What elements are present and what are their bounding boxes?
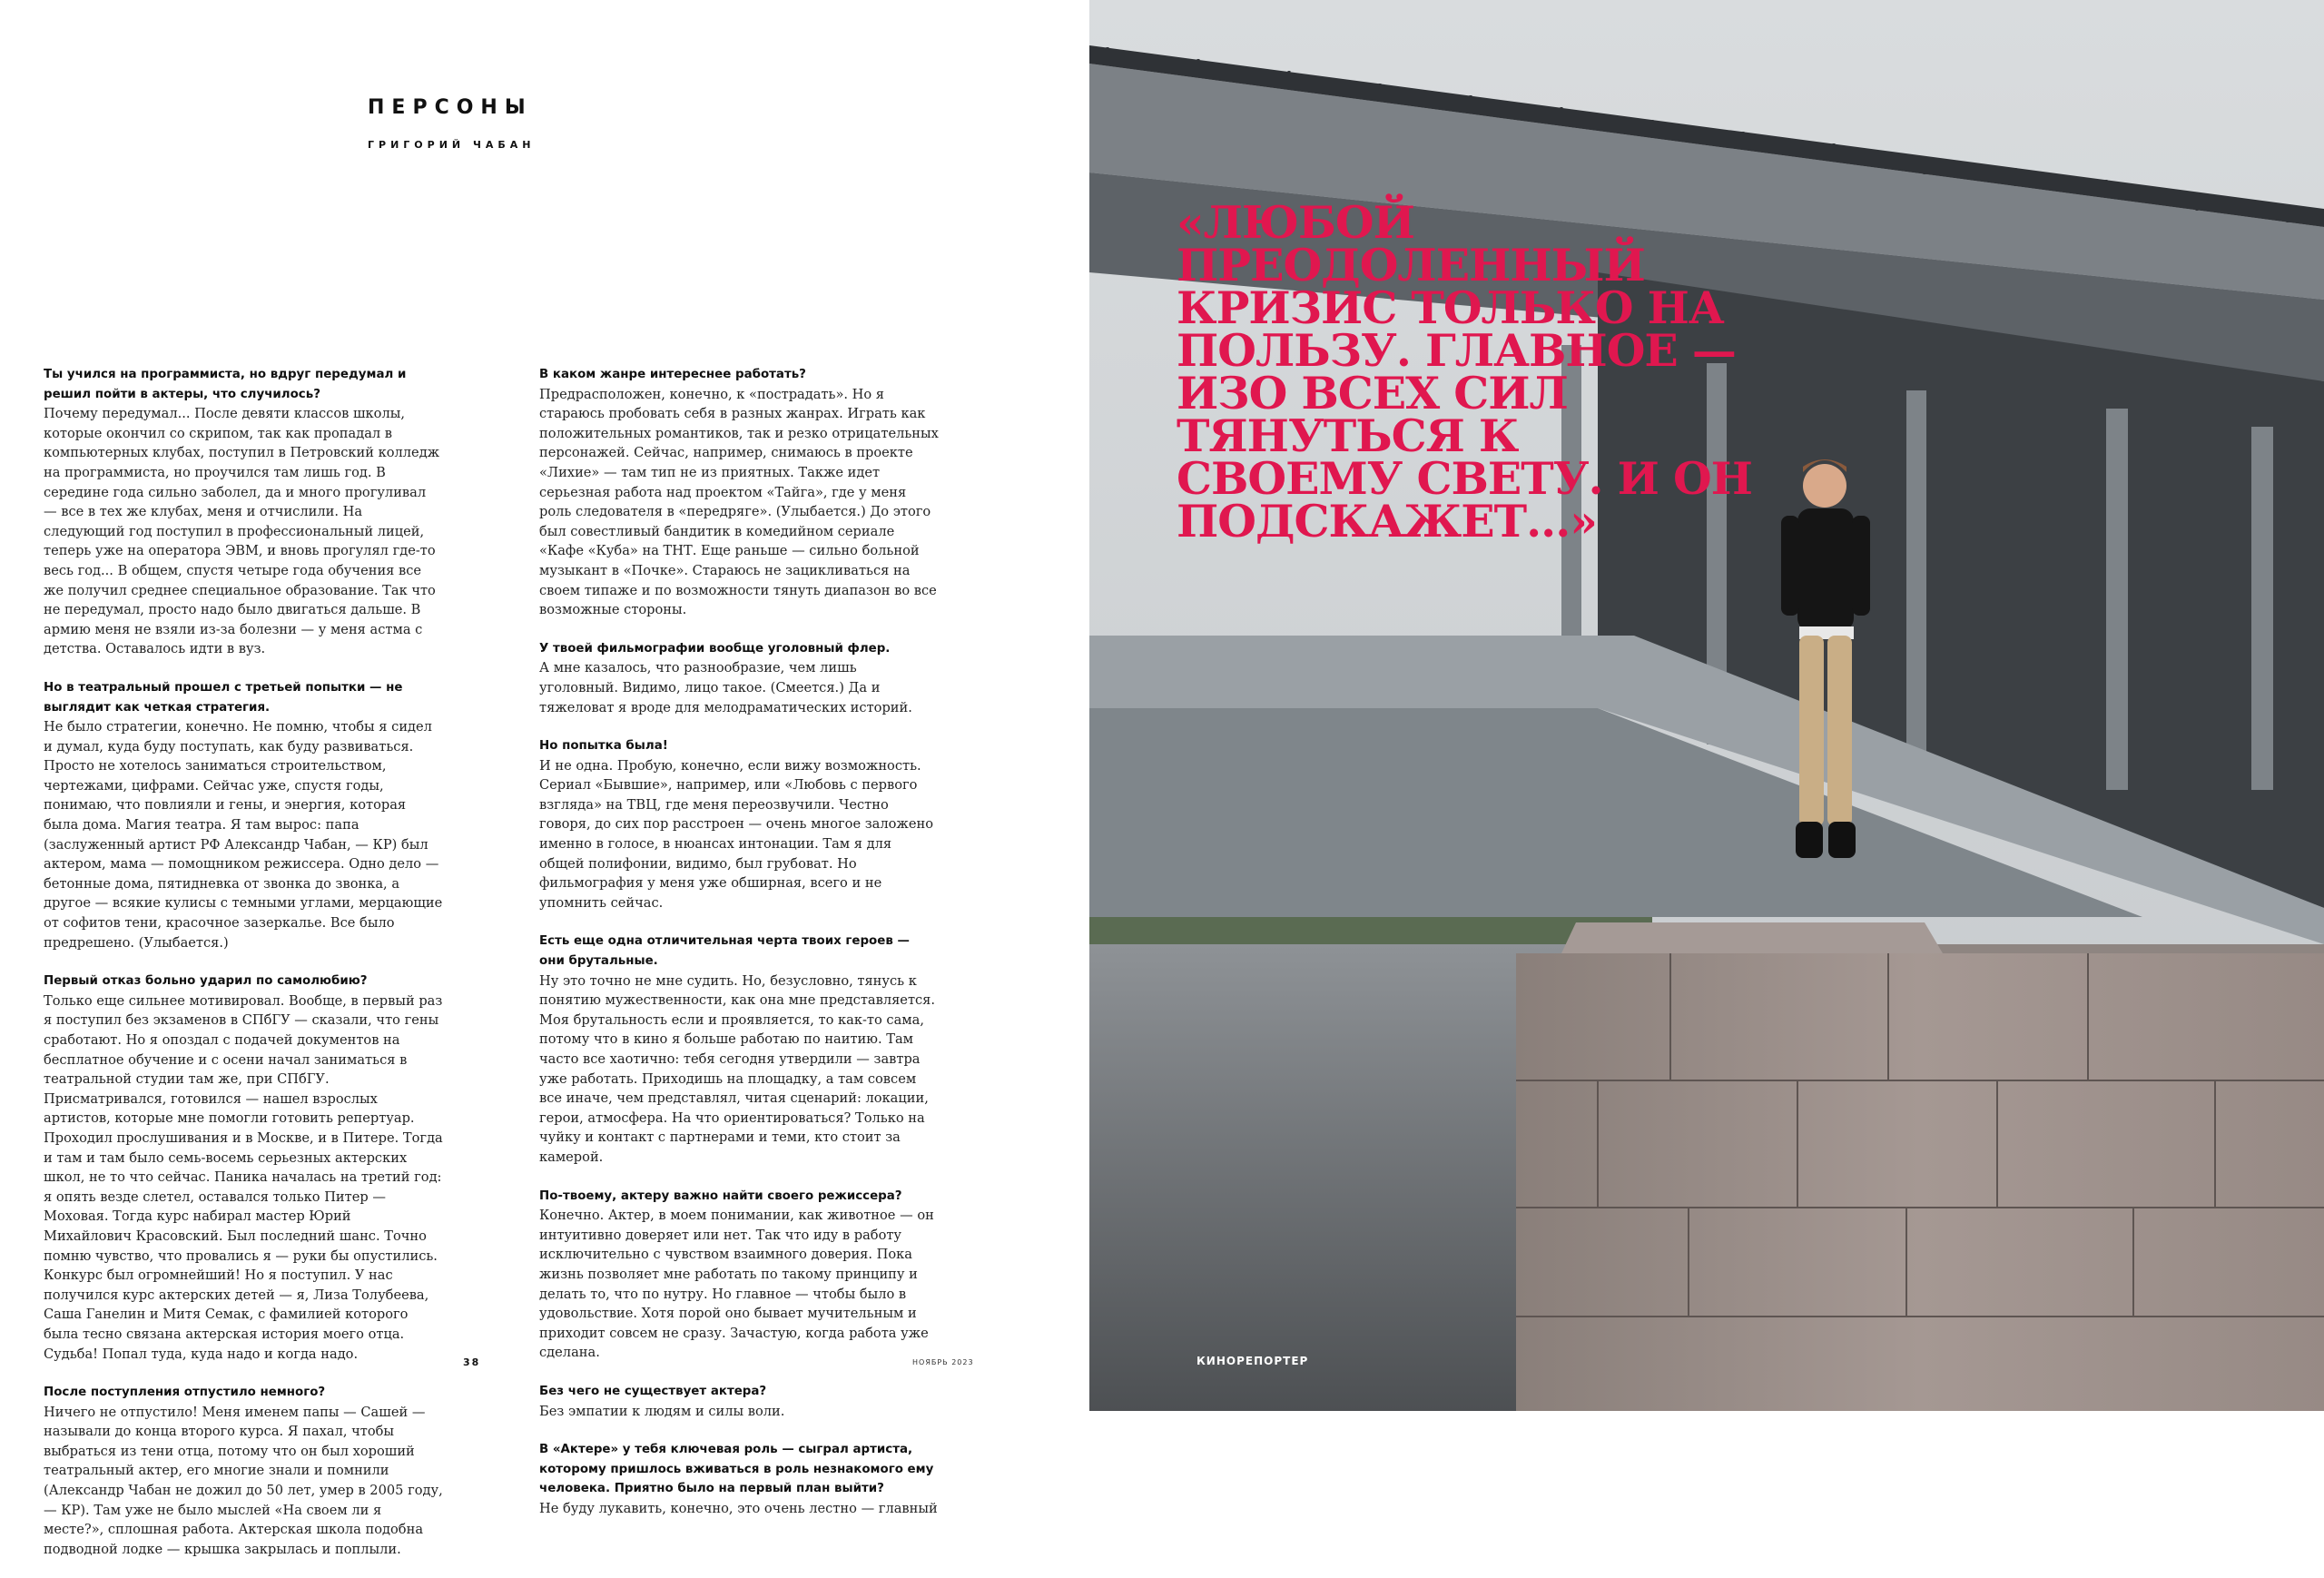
section-title: ПЕРСОНЫ — [368, 96, 533, 119]
question: Но попытка была! — [539, 739, 668, 754]
question: По-твоему, актеру важно найти своего режиссера? — [539, 1188, 902, 1203]
question: В каком жанре интереснее работать? — [539, 368, 806, 381]
answer: Предрасположен, конечно, к «пострадать». Но я стараюсь пробовать себя в разных жанрах. Играть как положительных романтиков, так и резко отрицательных персонажей. Сейчас, например, снимаюсь в проекте «Лихие» — там тип не из приятных. Также идет серьезная работа над проектом «Тайга», где у меня роль следователя в «передряге». (Улыбается.) До этого был совестливый бандитик в комедийном сериале «Кафе «Куба» на ТНТ. Еще раньше — сильно больной музыкант в «Почке». Стараюсь не зацикливаться на своем типаже и по возможности тянуть диапазон во все возможные стороны. — [539, 386, 939, 618]
article-page — [0, 0, 1089, 1557]
answer: Конечно. Актер, в моем понимании, как животное — он интуитивно доверяет или нет. Так что иду в работу исключительно с чувством взаимного доверия. Пока жизнь позволяет мне работать по такому принципу и делать то, что по нутру. Но главное — чтобы было в удовольствие. Хотя порой оно бывает мучительным и приходит совсем не сразу. Зачастую, когда работа уже сделана. — [539, 1208, 934, 1361]
person-name: ГРИГОРИЙ ЧАБАН — [368, 139, 536, 151]
question: Без чего не существует актера? — [539, 1384, 767, 1398]
text-column-1 — [44, 365, 443, 1578]
answer: А мне казалось, что разнообразие, чем лишь уголовный. Видимо, лицо такое. (Смеется.) Да и тяжеловат я вроде для мелодраматических историй. — [539, 660, 912, 715]
qa-block — [539, 1440, 939, 1518]
qa-block — [44, 678, 443, 952]
page-number: 38 — [463, 1356, 481, 1368]
qa-block — [539, 365, 939, 620]
answer: Без эмпатии к людям и силы воли. — [539, 1403, 785, 1419]
qa-block — [539, 1187, 939, 1363]
question: Есть еще одна отличительная черта твоих героев — они брутальные. — [539, 934, 910, 969]
qa-block — [539, 1382, 939, 1421]
answer: Не было стратегии, конечно. Не помню, чтобы я сидел и думал, куда буду поступать, как буду развиваться. Просто не хотелось заниматься строительством, чертежами, цифрами. Сейчас уже, спустя годы, понимаю, что повлияли и гены, и энергия, которая была дома. Магия театра. Я там вырос: папа (заслуженный артист РФ Александр Чабан, — КР) был актером, мама — помощником режиссера. Одно дело — бетонные дома, пятидневка от звонка до звонка, а другое — всякие кулисы с темными углами, мерцающие от софитов тени, красочное зазеркалье. Все было предрешено. (Улыбается.) — [44, 719, 443, 951]
question: В «Актере» у тебя ключевая роль — сыграл артиста, которому пришлось вживаться в роль незнакомого ему человека. Приятно было на первый план выйти? — [539, 1443, 934, 1496]
cover-photo — [1089, 0, 2324, 1411]
question: Первый отказ больно ударил по самолюбию? — [44, 974, 368, 989]
qa-block — [44, 365, 443, 659]
qa-block — [44, 971, 443, 1364]
answer: Почему передумал... После девяти классов школы, которые окончил со скрипом, так как пропадал в компьютерных клубах, поступил в Петровский колледж на программиста, но проучился там лишь год. В середине года сильно заболел, да и много прогуливал — все в тех же клубах, меня и отчислили. На следующий год поступил в профессиональный лицей, теперь уже на оператора ЭВМ, и вновь прогулял где-то весь год... В общем, спустя четыре года обучения все же получил среднее специальное образование. Так что не передумал, просто надо было двигаться дальше. В армию меня не взяли из-за болезни — у меня астма с детства. Оставалось идти в вуз. — [44, 406, 440, 657]
qa-block — [44, 1383, 443, 1559]
pull-quote: «ЛЮБОЙ ПРЕОДОЛЕННЫЙ КРИЗИС ТОЛЬКО НА ПОЛЬЗУ. ГЛАВНОЕ — ИЗО ВСЕХ СИЛ ТЯНУТЬСЯ К СВОЕМУ СВЕТУ. И ОН ПОДСКАЖЕТ...» — [1177, 196, 1752, 547]
question: Но в театральный прошел с третьей попытки — не выглядит как четкая стратегия. — [44, 680, 403, 715]
answer: Ну это точно не мне судить. Но, безусловно, тянусь к понятию мужественности, как она мне представляется. Моя брутальность если и проявляется, то как-то сама, потому что в кино я больше работаю по наитию. Там часто все хаотично: тебя сегодня утвердили — завтра уже работать. Приходишь на площадку, а там совсем все иначе, чем представлял, читая сценарий: локации, герои, атмосфера. На что ориентироваться? Только на чуйку и контакт с партнерами и теми, кто стоит за камерой. — [539, 972, 936, 1165]
answer: И не одна. Пробую, конечно, если вижу возможность. Сериал «Бывшие», например, или «Любовь с первого взгляда» на ТВЦ, где меня переозвучили. Честно говоря, до сих пор расстроен — очень многое заложено именно в голосе, в нюансах интонации. Там я для общей полифонии, видимо, был грубоват. Но фильмография у меня уже обширная, всего и не упомнить сейчас. — [539, 757, 934, 911]
question: Ты учился на программиста, но вдруг передумал и решил пойти в актеры, что случилось? — [44, 368, 407, 401]
qa-block — [539, 736, 939, 912]
qa-block — [539, 639, 939, 717]
question: У твоей фильмографии вообще уголовный флер. — [539, 641, 891, 656]
qa-block — [539, 932, 939, 1167]
magazine-logo: КИНОРЕПОРТЕР — [1196, 1355, 1309, 1367]
answer: Не буду лукавить, конечно, это очень лестно — главный — [539, 1500, 938, 1516]
text-column-2 — [539, 365, 939, 1537]
issue-date: НОЯБРЬ 2023 — [912, 1358, 974, 1366]
answer: Ничего не отпустило! Меня именем папы — Сашей — называли до конца второго курса. Я пахал, чтобы выбраться из тени отца, потому что он был хороший театральный актер, его многие знали и помнили (Александр Чабан не дожил до 50 лет, умер в 2005 году, — КР). Там уже не было мыслей «На своем ли я месте?», сплошная работа. Актерская школа подобна подводной лодке — крышка закрылась и поплыли. — [44, 1404, 443, 1557]
question: После поступления отпустило немного? — [44, 1386, 326, 1400]
answer: Только еще сильнее мотивировал. Вообще, в первый раз я поступил без экзаменов в СПбГУ — сказали, что гены сработают. Но я опоздал с подачей документов на бесплатное обучение и с осени начал заниматься в театральной студии там же, при СПбГУ. Присматривался, готовился — нашел взрослых артистов, которые мне помогли готовить репертуар. Проходил прослушивания и в Москве, и в Питере. Тогда и там и там было семь-восемь серьезных актерских школ, не то что сейчас. Паника началась на третий год: я опять везде слетел, оставался только Питер — Моховая. Тогда курс набирал мастер Юрий Михайлович Красовский. Был последний шанс. Точно помню чувство, что провались я — руки бы опустились. Конкурс был огромнейший! Но я поступил. У нас получился курс актерских детей — я, Лиза Толубеева, Саша Ганелин и Митя Семак, с фамилией которого была тесно связана актерская история моего отца. Судьба! Попал туда, куда надо и когда надо. — [44, 992, 443, 1362]
